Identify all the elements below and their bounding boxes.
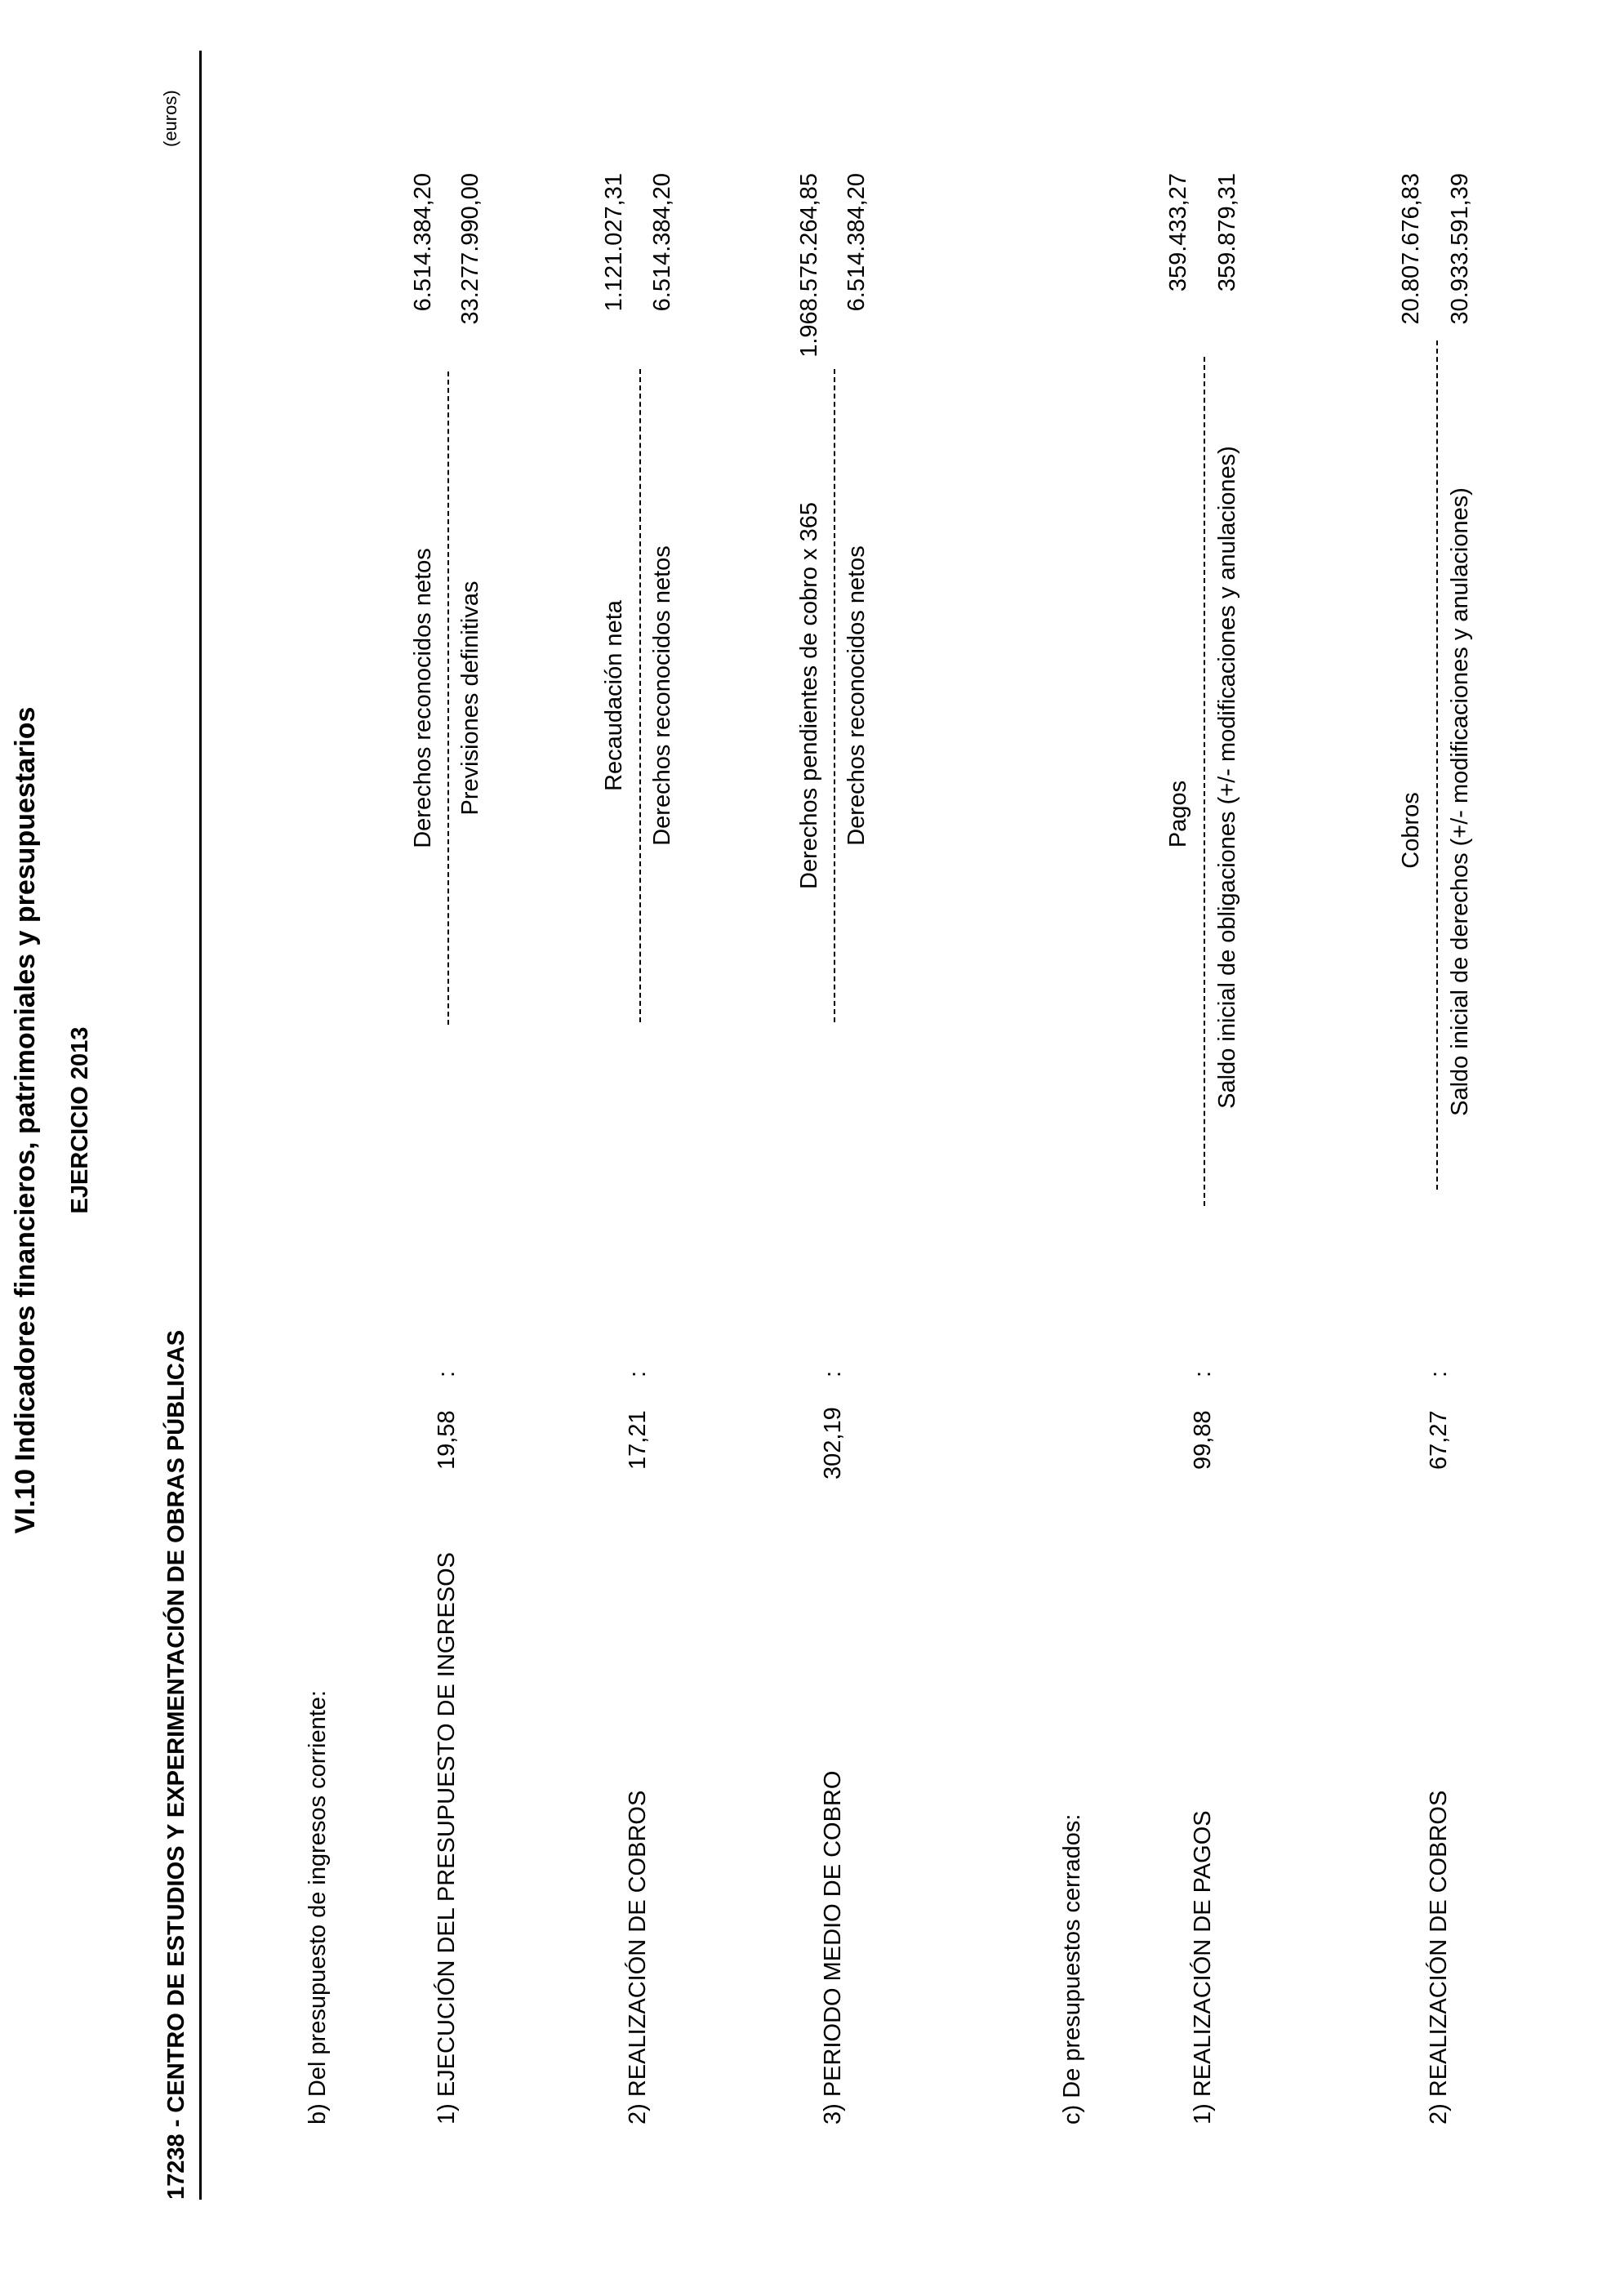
fraction-line <box>834 369 835 1022</box>
indicator-value: 302,19 <box>820 1407 846 1479</box>
units-label: (euros) <box>160 90 180 147</box>
denominator-label: Derechos reconocidos netos <box>843 545 870 846</box>
numerator-label: Cobros <box>1398 792 1424 869</box>
indicator-colon: : <box>1426 1370 1452 1377</box>
denominator-value: 6.514.384,20 <box>649 173 675 312</box>
numerator-value: 20.807.676,83 <box>1398 173 1424 325</box>
indicator-label: 1) EJECUCIÓN DEL PRESUPUESTO DE INGRESOS <box>434 1552 460 2125</box>
numerator-label: Recaudación neta <box>601 600 627 791</box>
indicator-colon: : <box>434 1370 460 1377</box>
section-heading: b) Del presupuesto de ingresos corriente: <box>305 1690 331 2125</box>
numerator-value: 6.514.384,20 <box>410 173 436 312</box>
header-rule <box>199 51 202 2200</box>
section-heading: c) De presupuestos cerrados: <box>1059 1813 1085 2125</box>
numerator-label: Derechos reconocidos netos <box>410 548 436 848</box>
indicator-value: 99,88 <box>1190 1410 1216 1470</box>
indicator-value: 17,21 <box>625 1410 651 1470</box>
numerator-value: 359.433,27 <box>1165 173 1191 292</box>
fraction-line <box>1204 357 1205 1206</box>
indicator-value: 19,58 <box>434 1410 460 1470</box>
indicator-colon: : <box>1190 1370 1216 1377</box>
fraction-line <box>447 372 449 1025</box>
denominator-label: Previsiones definitivas <box>457 581 483 816</box>
numerator-label: Derechos pendientes de cobro x 365 <box>796 502 822 889</box>
indicator-colon: : <box>820 1370 846 1377</box>
denominator-value: 33.277.990,00 <box>457 173 483 325</box>
denominator-label: Saldo inicial de obligaciones (+/- modificaciones y anulaciones) <box>1214 446 1240 1109</box>
indicator-value: 67,27 <box>1426 1410 1452 1470</box>
indicator-label: 2) REALIZACIÓN DE COBROS <box>625 1790 651 2125</box>
denominator-value: 6.514.384,20 <box>843 173 870 312</box>
entity-heading: 17238 - CENTRO DE ESTUDIOS Y EXPERIMENTACIÓN DE OBRAS PÚBLICAS <box>163 1329 189 2200</box>
indicator-label: 3) PERIODO MEDIO DE COBRO <box>820 1770 846 2125</box>
denominator-label: Saldo inicial de derechos (+/- modificaciones y anulaciones) <box>1447 487 1473 1116</box>
numerator-label: Pagos <box>1165 780 1191 848</box>
numerator-value: 1.121.027,31 <box>601 173 627 312</box>
indicator-label: 2) REALIZACIÓN DE COBROS <box>1426 1790 1452 2125</box>
indicator-colon: : <box>625 1370 651 1377</box>
denominator-value: 359.879,31 <box>1214 173 1240 292</box>
fraction-line <box>1436 340 1438 1190</box>
indicator-label: 1) REALIZACIÓN DE PAGOS <box>1190 1810 1216 2125</box>
report-title: VI.10 Indicadores financieros, patrimoniales y presupuestarios <box>10 706 41 1534</box>
fiscal-year: EJERCICIO 2013 <box>67 1026 93 1214</box>
numerator-value: 1.968.575.264,85 <box>796 173 822 358</box>
denominator-value: 30.933.591,39 <box>1447 173 1473 325</box>
fraction-line <box>639 369 641 1022</box>
denominator-label: Derechos reconocidos netos <box>649 545 675 846</box>
